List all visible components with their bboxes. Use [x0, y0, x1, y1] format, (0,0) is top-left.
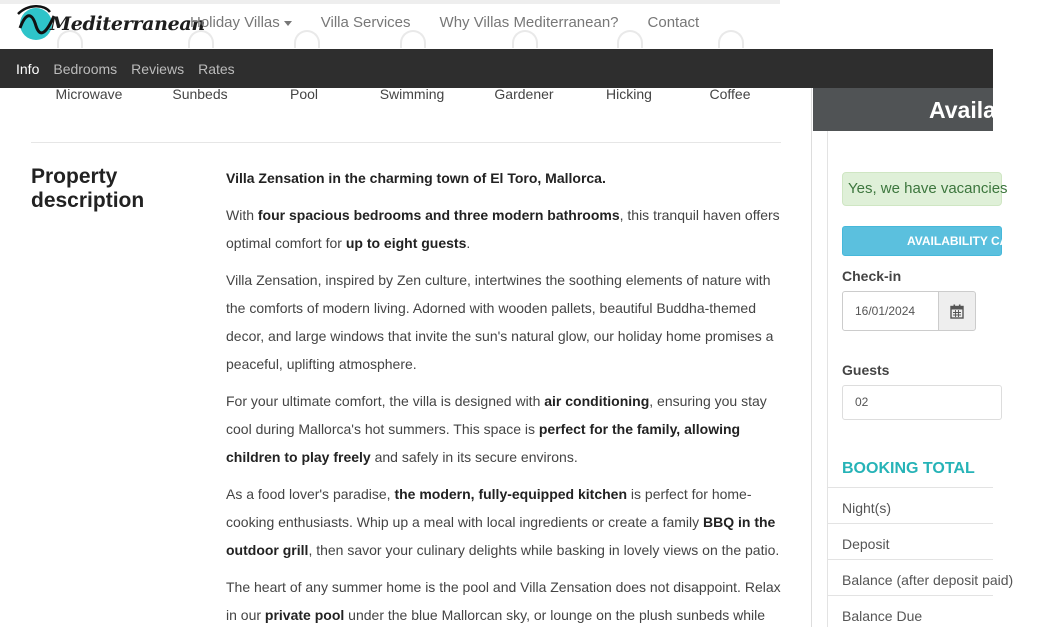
section-divider [31, 142, 781, 143]
section-title-line2: description [31, 189, 145, 212]
sidebar-separator [811, 88, 812, 627]
nav-why-villas[interactable]: Why Villas Mediterranean? [439, 14, 619, 31]
description-text: , ensuring you stay cool during Mallorca's hot summers. This space is [226, 393, 767, 437]
amenity-sunbeds: Sunbeds [172, 86, 228, 102]
availability-title: Availability [929, 97, 1050, 123]
description-paragraph [226, 266, 784, 378]
guests-select[interactable]: 02 [842, 385, 1002, 420]
brand-name: Mediterranean [50, 13, 205, 35]
subnav-bedrooms[interactable]: Bedrooms [53, 60, 118, 77]
description-paragraph [226, 387, 784, 471]
section-title-line1: Property [31, 165, 118, 188]
checkin-label: Check-in [842, 268, 902, 284]
description-highlight: four spacious bedrooms and three modern bathrooms [257, 207, 620, 223]
description-text: With [226, 207, 258, 223]
booking-row-balance: Balance (after deposit paid) [828, 559, 993, 595]
calendar-icon[interactable] [938, 291, 976, 331]
nav-holiday-villas[interactable] [190, 14, 292, 31]
description-text: Villa Zensation, inspired by Zen culture, intertwines the soothing elements of nature with the comforts of modern living. Adorned with wooden pallets, beautiful Buddha-themed decor, and large windows that invite the sun's natural glow, our holiday home promises a peaceful, uplifting atmosphere. [226, 272, 774, 372]
description-text: For your ultimate comfort, the villa is designed with [226, 393, 545, 409]
vacancy-alert: Yes, we have vacancies [842, 172, 1002, 206]
amenities-row [31, 86, 781, 106]
description-highlight: air conditioning [544, 393, 650, 409]
description-highlight: up to eight guests [345, 235, 467, 251]
caret-down-icon [284, 21, 292, 26]
booking-total-title: BOOKING TOTAL [842, 460, 975, 477]
availability-calendar-button[interactable]: AVAILABILITY CALENDAR [842, 226, 1002, 256]
description-paragraph [226, 164, 784, 192]
description-paragraph [226, 201, 784, 257]
description-text: , then savor your culinary delights while basking in lovely views on the patio. [308, 542, 780, 558]
calendar-glyph [950, 304, 964, 319]
description-highlight: BBQ in the outdoor grill [226, 514, 776, 558]
amenity-coffee: Coffee [709, 86, 751, 102]
description-highlight: Villa Zensation in the charming town of El Toro, Mallorca. [226, 170, 606, 186]
description-text: . [466, 235, 471, 251]
nav-villa-services[interactable]: Villa Services [320, 14, 411, 31]
description-text: As a food lover's paradise, [226, 486, 395, 502]
checkin-date-input[interactable]: 16/01/2024 [842, 291, 939, 331]
description-paragraph [226, 573, 784, 629]
guests-label: Guests [842, 362, 890, 378]
description-text: The heart of any summer home is the pool and Villa Zensation does not disappoint. Relax in our [226, 579, 781, 623]
description-text: , this tranquil haven offers optimal comfort for [226, 207, 780, 251]
description-highlight: perfect for the family, allowing children to play freely [226, 421, 741, 465]
availability-header [813, 88, 1050, 131]
property-description [226, 164, 784, 638]
amenity-gardener: Gardener [494, 86, 554, 102]
amenity-hicking: Hicking [606, 86, 652, 102]
amenity-pool: Pool [289, 86, 319, 102]
main-nav [190, 14, 728, 31]
nav-contact[interactable]: Contact [647, 14, 700, 31]
description-highlight: the modern, fully-equipped kitchen [394, 486, 628, 502]
section-title [31, 165, 201, 213]
booking-row-deposit: Deposit [828, 523, 993, 559]
booking-row-balance-due: Balance Due [828, 595, 993, 631]
brand-logo[interactable] [16, 4, 205, 44]
amenity-swimming: Swimming [379, 86, 445, 102]
description-paragraph [226, 480, 784, 564]
subnav-rates[interactable]: Rates [198, 60, 235, 77]
amenity-microwave: Microwave [55, 86, 123, 102]
booking-row-nights: Night(s) [828, 487, 993, 523]
description-text: under the blue Mallorcan sky, or lounge on the plush sunbeds while [344, 607, 766, 623]
subnav-reviews[interactable]: Reviews [131, 60, 185, 77]
nav-label: Holiday Villas [190, 14, 280, 31]
booking-total-table [828, 487, 1014, 631]
description-text: and safely in its secure environs. [370, 449, 578, 465]
property-subnav [0, 49, 993, 88]
top-navbar [0, 0, 993, 49]
subnav-info[interactable]: Info [16, 60, 40, 77]
description-text: is perfect for home-cooking enthusiasts. Whip up a meal with local ingredients or create a family [226, 486, 752, 530]
description-highlight: private pool [264, 607, 345, 623]
